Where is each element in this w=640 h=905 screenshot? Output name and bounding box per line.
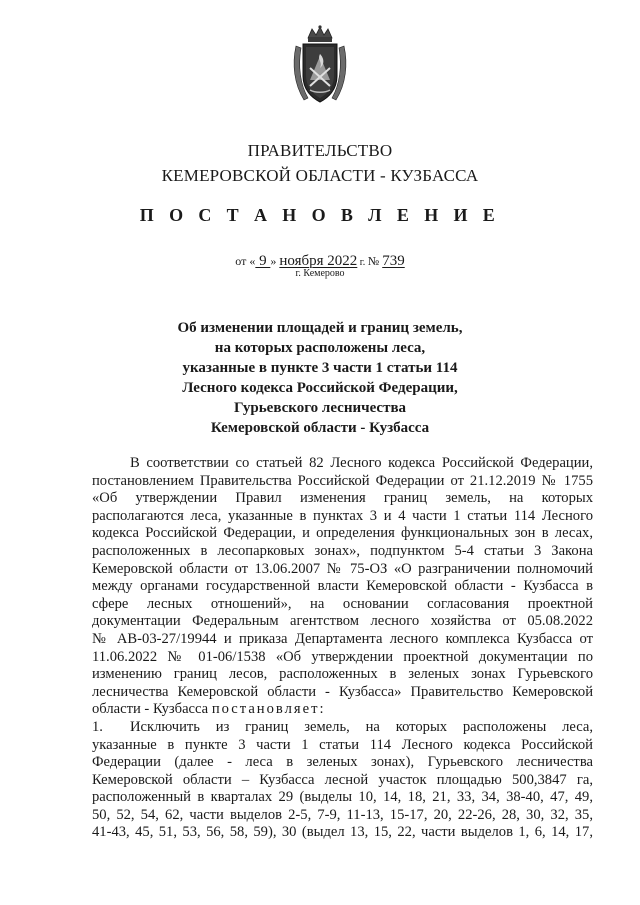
- body-line: 50, 52, 54, 62, части выделов 2-5, 7-9, 11-13, 15-17, 20, 22-26, 28, 30, 32, 35,: [92, 806, 593, 823]
- date-year-suffix: г.: [357, 257, 368, 268]
- subject-line: Об изменении площадей и границ земель,: [177, 320, 463, 336]
- date-prefix: от «: [235, 254, 256, 268]
- body-line: № АВ-03-27/19944 и приказа Департамента лесного комплекса Кузбасса от: [92, 630, 593, 647]
- body-line: располагаются леса, указанные в пунктах 3 и 4 части 1 статьи 114 Лесного: [92, 507, 593, 524]
- subject-line: на которых расположены леса,: [214, 340, 426, 356]
- kuzbass-coat-of-arms-icon: [290, 24, 350, 108]
- date-day: 9: [255, 253, 271, 269]
- item-1-first-line: [92, 719, 593, 737]
- body-line: расположенных в лесопарковых зонах», подпунктом 5-4 статьи 3 Закона: [92, 542, 593, 559]
- body-line: В соответствии со статьей 82 Лесного кодекса Российской Федерации,: [130, 455, 593, 471]
- item-1-number: 1.: [92, 718, 103, 735]
- decree-city: г. Кемерово: [295, 268, 345, 279]
- body-line: сфере лесных отношений», на основании согласования проектной: [92, 595, 593, 612]
- body-line: указанные в пункте 3 части 1 статьи 114 Лесного кодекса Российской: [92, 736, 593, 753]
- decree-keyword: постановляет:: [211, 701, 326, 718]
- body-line: Кемеровской области от 13.06.2007 № 75-ОЗ «О разграничении полномочий: [92, 560, 593, 577]
- subject-line: Лесного кодекса Российской Федерации,: [182, 380, 458, 396]
- body-line: кодекса Российской Федерации, и определения функциональных зон в лесах,: [92, 525, 593, 542]
- subject-line: Гурьевского лесничества: [233, 400, 407, 416]
- body-line: изменению границ лесов, расположенных в зеленых зонах Гурьевского: [92, 666, 593, 683]
- date-close-quote: »: [270, 254, 280, 268]
- coat-of-arms-emblem: [290, 24, 350, 108]
- government-name-line1: ПРАВИТЕЛЬСТВО: [247, 141, 393, 160]
- decree-subject: [0, 318, 640, 438]
- decree-number-sign: №: [367, 254, 383, 268]
- decree-number: 739: [382, 253, 405, 269]
- government-name-line2: КЕМЕРОВСКОЙ ОБЛАСТИ - КУЗБАССА: [161, 166, 479, 185]
- date-month-year: ноября 2022: [279, 253, 358, 269]
- subject-line: указанные в пункте 3 части 1 статьи 114: [182, 360, 458, 376]
- body-line: Кемеровской области – Кузбасса лесной участок площадью 500,3847 га,: [92, 771, 593, 788]
- body-line: лесничества Кемеровской области - Кузбасса» Правительство Кемеровской: [92, 683, 593, 700]
- body-line: между органами государственной власти Кемеровской области - Кузбасса в: [92, 578, 593, 595]
- subject-line: Кемеровской области - Кузбасса: [210, 420, 430, 436]
- body-line: 41-43, 45, 51, 53, 56, 58, 59), 30 (выдел 13, 15, 22, части выделов 1, 6, 14, 17,: [92, 824, 593, 841]
- document-type-title: П О С Т А Н О В Л Е Н И Е: [139, 205, 501, 225]
- body-line: документации Федеральным агентством лесного хозяйства от 05.08.2022: [92, 613, 593, 630]
- body-line: Федерации (далее - леса в зеленых зонах), Гурьевского лесничества: [92, 754, 593, 771]
- body-line: постановлением Правительства Российской Федерации от 21.12.2019 № 1755: [92, 472, 593, 489]
- body-line: 11.06.2022 № 01-06/1538 «Об утверждении проектной документации по: [92, 648, 593, 665]
- body-line: «Об утверждении Правил изменения границ земель, на которых: [92, 490, 593, 507]
- decree-body: [92, 455, 593, 842]
- body-line-text: области - Кузбасса: [92, 701, 212, 718]
- body-line-last: [92, 701, 593, 719]
- item-1-text: Исключить из границ земель, на которых расположены леса,: [130, 718, 593, 735]
- body-line: расположенный в кварталах 29 (выделы 10, 14, 18, 21, 33, 34, 38-40, 47, 49,: [92, 789, 593, 806]
